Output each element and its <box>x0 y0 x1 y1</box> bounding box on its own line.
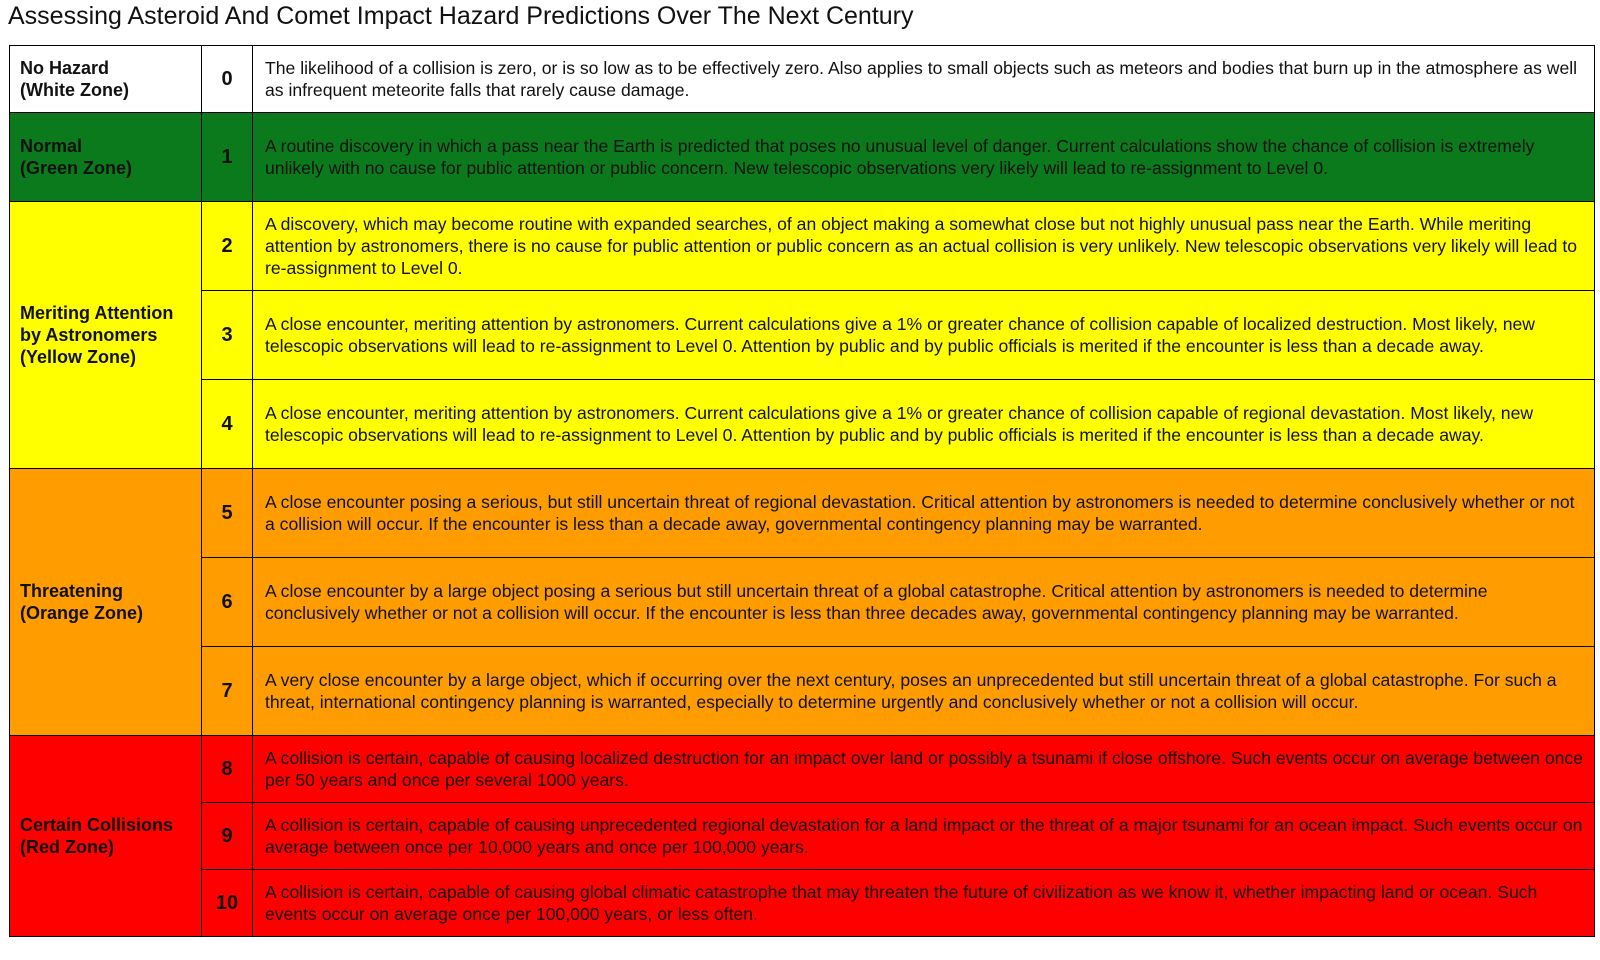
level-number: 3 <box>202 291 253 380</box>
table-row-level-4 <box>10 380 1595 469</box>
level-number: 5 <box>202 469 253 558</box>
table-row-level-2 <box>10 202 1595 291</box>
zone-label-green: Normal (Green Zone) <box>10 113 202 202</box>
table-row-level-3 <box>10 291 1595 380</box>
hazard-scale-table <box>9 45 1595 937</box>
zone-label-orange: Threatening (Orange Zone) <box>10 469 202 736</box>
level-number: 6 <box>202 558 253 647</box>
zone-label-red: Certain Collisions (Red Zone) <box>10 736 202 937</box>
level-description: A close encounter posing a serious, but still uncertain threat of regional devastation. Critical attention by astronomers is needed to determine conclusively whether or not a collision will occur. If the encounter is less than a decade away, governmental contingency planning may be warranted. <box>253 469 1595 558</box>
level-number: 10 <box>202 870 253 937</box>
level-description: A close encounter, meriting attention by astronomers. Current calculations give a 1% or greater chance of collision capable of regional devastation. Most likely, new telescopic observations will lead to re-assignment to Level 0. Attention by public and by public officials is merited if the encounter is less than a decade away. <box>253 380 1595 469</box>
table-row-level-8 <box>10 736 1595 803</box>
page-title: Assessing Asteroid And Comet Impact Hazard Predictions Over The Next Century <box>8 2 914 30</box>
level-description: A collision is certain, capable of causing unprecedented regional devastation for a land impact or the threat of a major tsunami for an ocean impact. Such events occur on average between once per 10,000 years and once per 100,000 years. <box>253 803 1595 870</box>
level-description: The likelihood of a collision is zero, or is so low as to be effectively zero. Also applies to small objects such as meteors and bodies that burn up in the atmosphere as well as infrequent meteorite falls that rarely cause damage. <box>253 46 1595 113</box>
level-description: A collision is certain, capable of causing localized destruction for an impact over land or possibly a tsunami if close offshore. Such events occur on average between once per 50 years and once per several 1000 years. <box>253 736 1595 803</box>
level-number: 2 <box>202 202 253 291</box>
table-row-level-6 <box>10 558 1595 647</box>
level-number: 1 <box>202 113 253 202</box>
level-number: 4 <box>202 380 253 469</box>
level-description: A collision is certain, capable of causing global climatic catastrophe that may threaten the future of civilization as we know it, whether impacting land or ocean. Such events occur on average once per 100,000 years, or less often. <box>253 870 1595 937</box>
level-description: A discovery, which may become routine with expanded searches, of an object making a somewhat close but not highly unusual pass near the Earth. While meriting attention by astronomers, there is no cause for public attention or public concern as an actual collision is very unlikely. New telescopic observations very likely will lead to re-assignment to Level 0. <box>253 202 1595 291</box>
level-number: 9 <box>202 803 253 870</box>
level-description: A very close encounter by a large object, which if occurring over the next century, poses an unprecedented but still uncertain threat of a global catastrophe. For such a threat, international contingency planning is warranted, especially to determine urgently and conclusively whether or not a collision will occur. <box>253 647 1595 736</box>
table-row-level-1 <box>10 113 1595 202</box>
level-description: A close encounter by a large object posing a serious but still uncertain threat of a global catastrophe. Critical attention by astronomers is needed to determine conclusively whether or not a collision will occur. If the encounter is less than three decades away, governmental contingency planning may be warranted. <box>253 558 1595 647</box>
table-row-level-9 <box>10 803 1595 870</box>
table-row-level-0 <box>10 46 1595 113</box>
table-row-level-7 <box>10 647 1595 736</box>
level-description: A close encounter, meriting attention by astronomers. Current calculations give a 1% or greater chance of collision capable of localized destruction. Most likely, new telescopic observations will lead to re-assignment to Level 0. Attention by public and by public officials is merited if the encounter is less than a decade away. <box>253 291 1595 380</box>
level-description: A routine discovery in which a pass near the Earth is predicted that poses no unusual level of danger. Current calculations show the chance of collision is extremely unlikely with no cause for public attention or public concern. New telescopic observations very likely will lead to re-assignment to Level 0. <box>253 113 1595 202</box>
level-number: 0 <box>202 46 253 113</box>
level-number: 8 <box>202 736 253 803</box>
table-row-level-10 <box>10 870 1595 937</box>
zone-label-yellow: Meriting Attention by Astronomers (Yellow Zone) <box>10 202 202 469</box>
level-number: 7 <box>202 647 253 736</box>
table-row-level-5 <box>10 469 1595 558</box>
zone-label-white: No Hazard (White Zone) <box>10 46 202 113</box>
